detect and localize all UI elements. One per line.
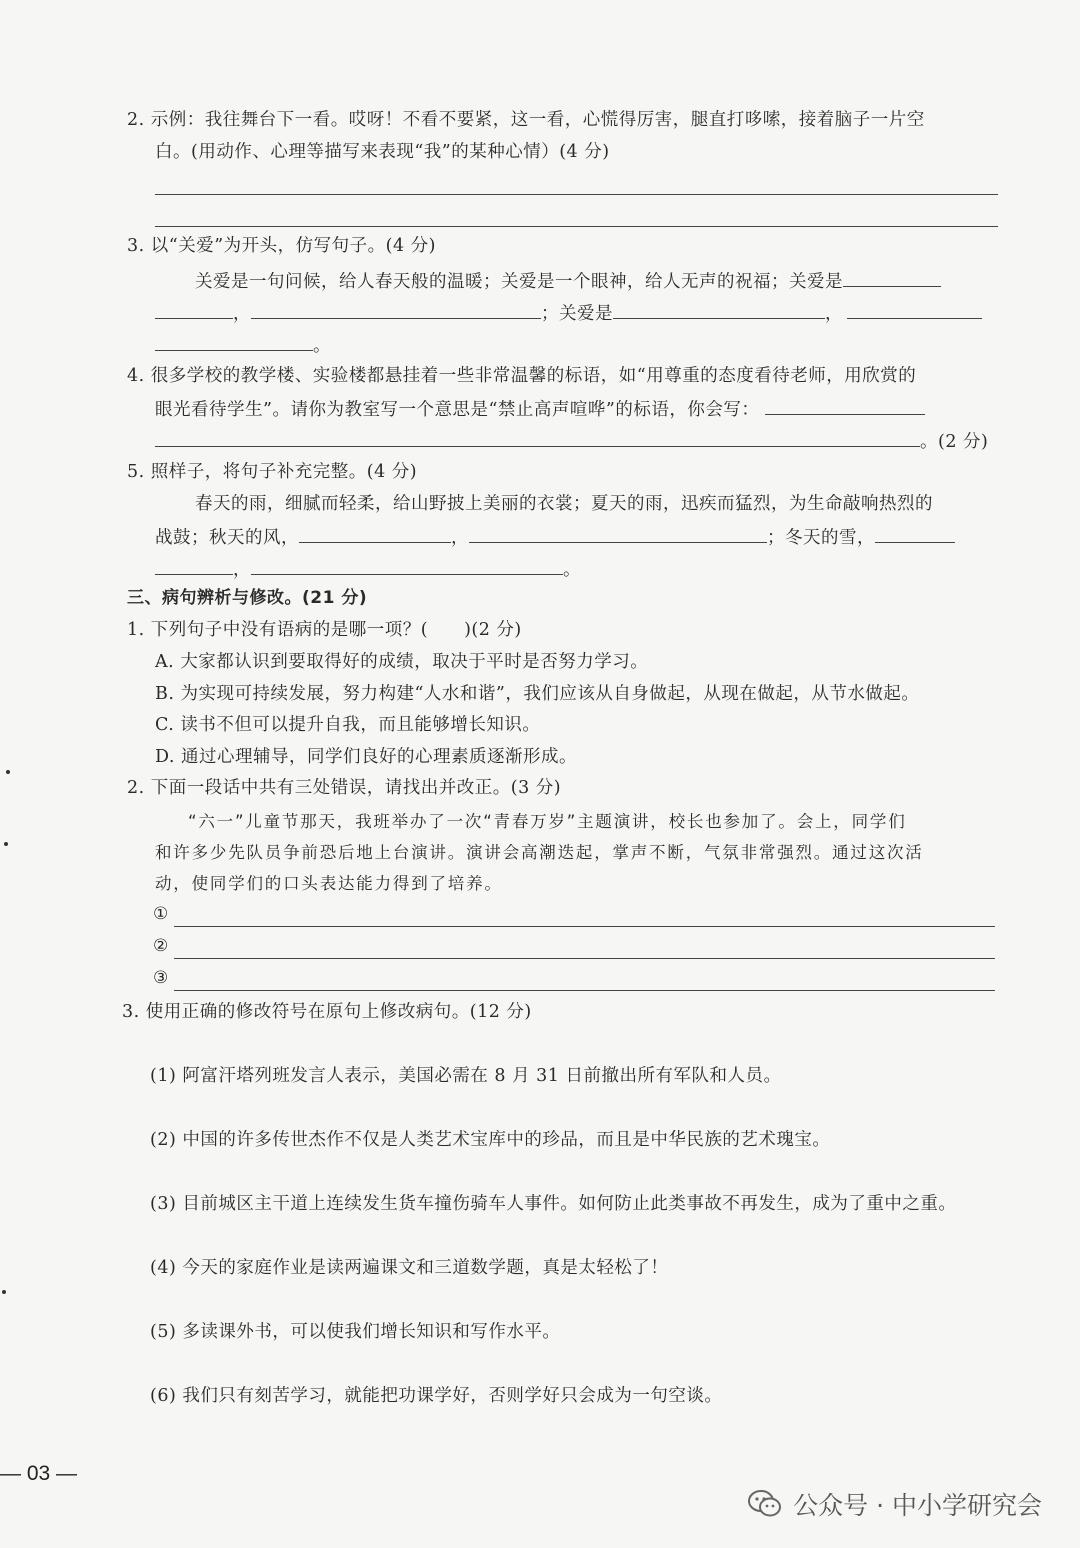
fill-blank[interactable]	[251, 556, 563, 575]
option-a[interactable]: A. 大家都认识到要取得好的成绩，取决于平时是否努力学习。	[155, 652, 649, 672]
fill-blank[interactable]	[875, 524, 955, 543]
page-number: — 03 —	[0, 1462, 78, 1485]
marker-1: ①	[153, 904, 169, 924]
q5-text: ；冬天的雪，	[767, 528, 875, 548]
q4-slogan-line2	[155, 396, 925, 422]
s3-q2-stem: 2. 下面一段话中共有三处错误，请找出并改正。(3 分)	[127, 778, 562, 798]
q3-imitate-line3	[155, 332, 331, 358]
answer-line[interactable]	[174, 958, 995, 959]
comma: ，	[825, 304, 843, 324]
fill-blank[interactable]	[155, 428, 920, 447]
margin-dot	[2, 1290, 6, 1294]
watermark-text: 公众号 · 中小学研究会	[793, 1491, 1042, 1520]
q4-slogan-line1: 4. 很多学校的教学楼、实验楼都悬挂着一些非常温馨的标语，如“用尊重的态度看待老师，用欣赏的	[127, 366, 917, 386]
fill-blank[interactable]	[765, 396, 925, 415]
marker-3: ③	[153, 968, 169, 988]
q4-score: 。(2 分)	[920, 432, 989, 452]
answer-line[interactable]	[155, 194, 998, 195]
fill-blank[interactable]	[469, 524, 767, 543]
sentence-item: (3) 目前城区主干道上连续发生货车撞伤骑车人事件。如何防止此类事故不再发生，成为了重中之重。	[150, 1194, 957, 1214]
s3-q3-stem: 3. 使用正确的修改符号在原句上修改病句。(12 分)	[122, 1002, 532, 1022]
fill-blank[interactable]	[155, 556, 233, 575]
margin-dot	[6, 770, 10, 774]
marker-2: ②	[153, 936, 169, 956]
comma: ，	[233, 304, 251, 324]
q4-slogan-text: 眼光看待学生”。请你为教室写一个意思是“禁止高声喧哗”的标语，你会写：	[155, 400, 760, 420]
passage-line: 和许多少先队员争前恐后地上台演讲。演讲会高潮迭起，掌声不断，气氛非常强烈。通过这次活	[155, 843, 924, 862]
sentence-item: (4) 今天的家庭作业是读两遍课文和三道数学题，真是太轻松了！	[150, 1258, 669, 1278]
option-c[interactable]: C. 读书不但可以提升自我，而且能够增长知识。	[155, 715, 541, 735]
fill-blank[interactable]	[155, 332, 313, 351]
period: 。	[313, 336, 331, 356]
q3-imitate-line2	[155, 300, 982, 326]
answer-line[interactable]	[155, 226, 998, 227]
q2-example-line1: 2. 示例：我往舞台下一看。哎呀！不看不要紧，这一看，心慌得厉害，腿直打哆嗦，接着脑子一片空	[127, 110, 925, 130]
sentence-item: (1) 阿富汗塔列班发言人表示，美国必需在 8 月 31 日前撤出所有军队和人员。	[150, 1066, 782, 1086]
q5-title: 5. 照样子，将句子补充完整。(4 分)	[127, 462, 418, 482]
q2-example-line2: 白。(用动作、心理等描写来表现“我”的某种心情）(4 分)	[155, 142, 610, 162]
q5-line2	[155, 524, 955, 550]
sentence-item: (5) 多读课外书，可以使我们增长知识和写作水平。	[150, 1322, 561, 1342]
option-d[interactable]: D. 通过心理辅导，同学们良好的心理素质逐渐形成。	[155, 747, 578, 767]
comma: ，	[233, 560, 251, 580]
sentence-item: (2) 中国的许多传世杰作不仅是人类艺术宝库中的珍品，而且是中华民族的艺术瑰宝。	[150, 1130, 831, 1150]
q3-sep-text: ；关爱是	[541, 304, 613, 324]
fill-blank[interactable]	[613, 300, 825, 319]
answer-line[interactable]	[174, 926, 995, 927]
margin-dot	[4, 842, 8, 846]
q5-line3	[155, 556, 581, 582]
fill-blank[interactable]	[847, 300, 982, 319]
q3-imitate-line1	[195, 268, 941, 294]
answer-line[interactable]	[174, 990, 995, 991]
passage-line: “六一”儿童节那天，我班举办了一次“青春万岁”主题演讲，校长也参加了。会上，同学们	[188, 812, 907, 831]
q3-imitate-title: 3. 以“关爱”为开头，仿写句子。(4 分)	[127, 236, 437, 256]
sentence-item: (6) 我们只有刻苦学习，就能把功课学好，否则学好只会成为一句空谈。	[150, 1386, 723, 1406]
comma: ，	[451, 528, 469, 548]
wechat-icon	[747, 1489, 783, 1519]
q5-line1: 春天的雨，细腻而轻柔，给山野披上美丽的衣裳；夏天的雨，迅疾而猛烈，为生命敲响热烈的	[195, 494, 933, 514]
fill-blank[interactable]	[299, 524, 451, 543]
section-heading: 三、病句辨析与修改。(21 分)	[127, 588, 368, 608]
passage-line: 动，使同学们的口头表达能力得到了培养。	[155, 874, 503, 893]
q5-text: 战鼓；秋天的风，	[155, 528, 299, 548]
q3-imitate-text: 关爱是一句问候，给人春天般的温暖；关爱是一个眼神，给人无声的祝福；关爱是	[195, 272, 843, 292]
fill-blank[interactable]	[843, 268, 941, 287]
fill-blank[interactable]	[251, 300, 541, 319]
option-b[interactable]: B. 为实现可持续发展，努力构建“人水和谐”，我们应该从自身做起，从现在做起，从节水做起。	[155, 684, 920, 704]
q4-slogan-line3	[155, 428, 988, 454]
period: 。	[563, 560, 581, 580]
watermark	[747, 1486, 1042, 1522]
fill-blank[interactable]	[155, 300, 233, 319]
s3-q1-stem: 1. 下列句子中没有语病的是哪一项？( )(2 分)	[127, 620, 522, 640]
